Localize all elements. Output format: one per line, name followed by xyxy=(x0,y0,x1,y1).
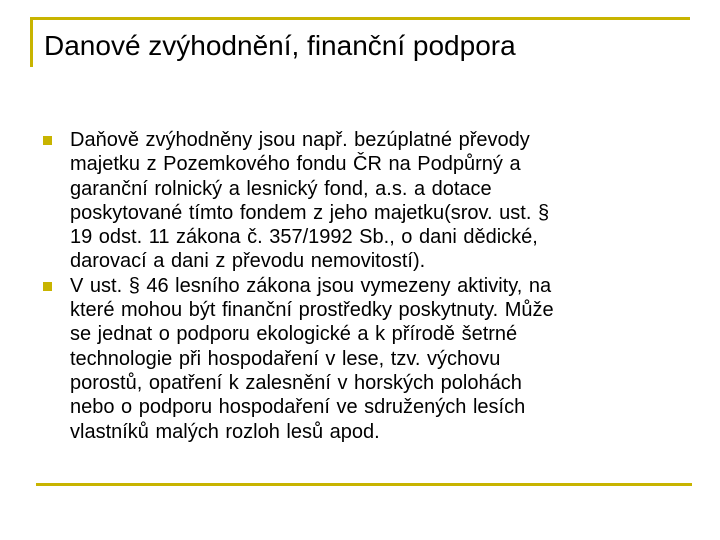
text-line: poskytované tímto fondem z jeho majetku(srov. ust. § xyxy=(70,201,550,224)
text-line: garanční rolnický a lesnický fond, a.s. a dotace xyxy=(70,177,492,200)
text-line: 19 odst. 11 zákona č. 357/1992 Sb., o dani dědické, xyxy=(70,226,538,249)
text-line: které mohou být finanční prostředky poskytnuty. Může xyxy=(70,299,554,322)
slide-title: Danové zvýhodnění, finanční podpora xyxy=(44,30,516,61)
title-top-rule xyxy=(30,17,690,20)
title-left-rule xyxy=(30,17,33,67)
text-line: porostů, opatření k zalesnění v horských polohách xyxy=(70,371,522,394)
text-line: majetku z Pozemkového fondu ČR na Podpůrný a xyxy=(70,153,521,176)
text-line: darovací a dani z převodu nemovitostí). xyxy=(70,250,426,273)
bullet-item-forest-act xyxy=(40,274,680,444)
text-line: nebo o podporu hospodaření ve sdružených lesích xyxy=(70,396,526,419)
text-line: se jednat o podporu ekologické a k přírodě šetrné xyxy=(70,323,518,346)
square-bullet-icon xyxy=(43,136,52,145)
text-line: V ust. § 46 lesního zákona jsou vymezeny aktivity, na xyxy=(70,274,552,297)
square-bullet-icon xyxy=(43,282,52,291)
bottom-rule xyxy=(36,483,692,486)
text-line: technologie při hospodaření v lese, tzv. výchovu xyxy=(70,347,501,370)
text-line: Daňově zvýhodněny jsou např. bezúplatné převody xyxy=(70,129,530,151)
bullet-text xyxy=(70,128,680,274)
bullet-list xyxy=(40,128,680,444)
text-line: vlastníků malých rozloh lesů apod. xyxy=(70,420,380,443)
bullet-item-tax-relief xyxy=(40,128,680,274)
bullet-text xyxy=(70,274,680,444)
